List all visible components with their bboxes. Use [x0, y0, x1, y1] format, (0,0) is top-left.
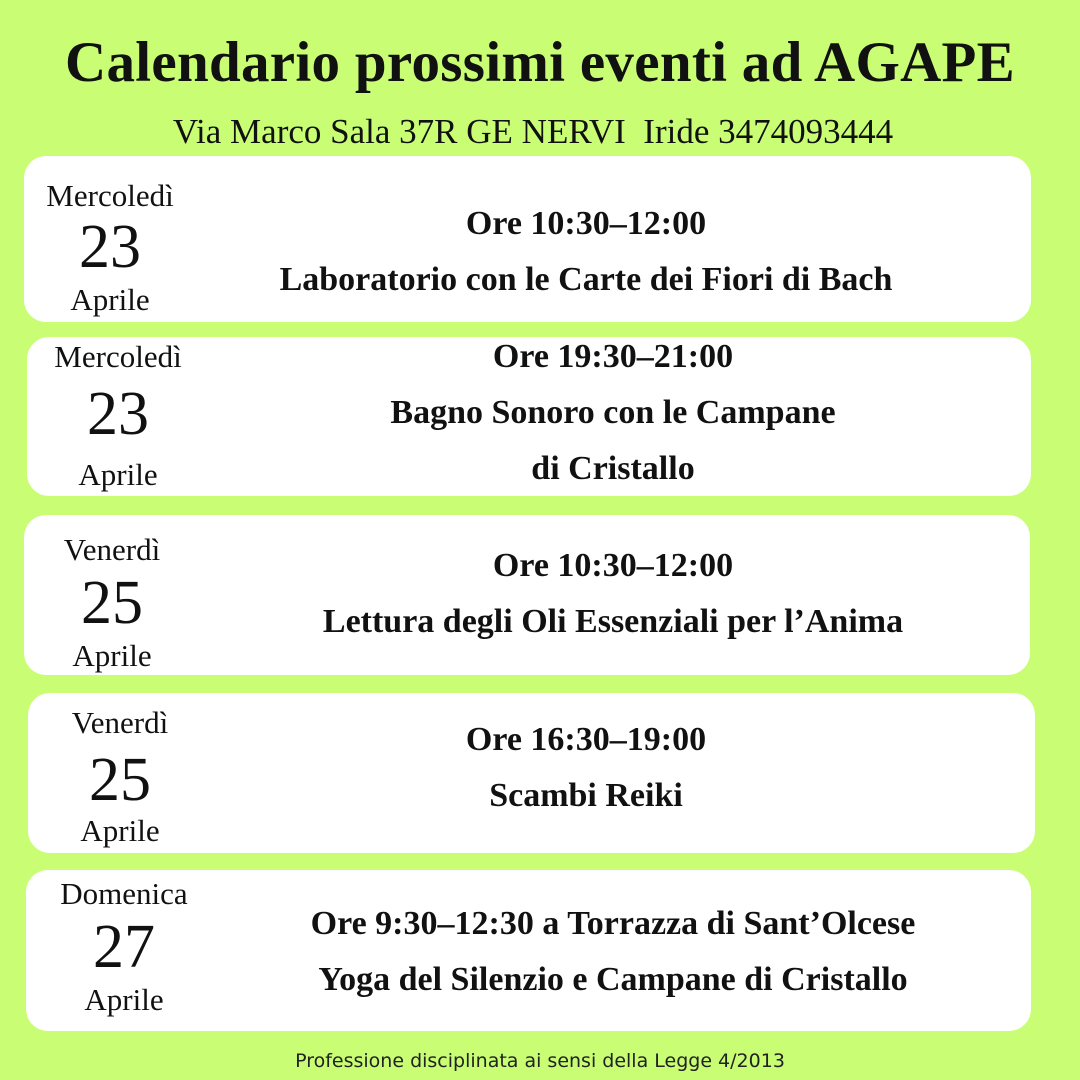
event-info-1 [200, 196, 972, 308]
event-month: Aprile [84, 982, 164, 1017]
event-time: Ore 16:30–19:00 [465, 721, 707, 758]
event-description: Scambi Reiki [489, 777, 683, 814]
event-info-2 [230, 329, 996, 497]
event-description-line2: di Cristallo [531, 450, 695, 487]
event-date-5 [34, 876, 214, 1026]
event-time: Ore 10:30–12:00 [492, 547, 734, 584]
event-description: Lettura degli Oli Essenziali per l’Anima [322, 603, 904, 640]
event-day: 23 [79, 213, 141, 281]
event-time: Ore 9:30–12:30 a Torrazza di Sant’Olcese [310, 905, 916, 942]
event-date-4 [30, 705, 210, 850]
event-month: Aprile [78, 457, 158, 492]
event-info-4 [200, 712, 972, 824]
event-weekday: Venerdì [63, 532, 161, 567]
event-description: Laboratorio con le Carte dei Fiori di Bach [279, 261, 893, 298]
event-weekday: Mercoledì [46, 178, 174, 213]
event-info-3 [230, 538, 996, 650]
event-day: 25 [81, 569, 143, 637]
event-month: Aprile [80, 813, 160, 848]
event-day: 27 [93, 913, 155, 981]
address-phone-subtitle: Via Marco Sala 37R GE NERVI Iride 3474093444 [172, 112, 894, 151]
event-description: Yoga del Silenzio e Campane di Cristallo [318, 961, 908, 998]
event-time: Ore 19:30–21:00 [492, 338, 734, 375]
event-date-3 [22, 532, 202, 672]
event-weekday: Domenica [60, 876, 188, 911]
event-date-1 [20, 178, 200, 318]
event-day: 23 [87, 380, 149, 448]
event-month: Aprile [72, 638, 152, 673]
event-day: 25 [89, 746, 151, 814]
event-date-2 [28, 339, 208, 492]
legal-footer: Professione disciplinata ai sensi della Legge 4/2013 [295, 1050, 785, 1072]
event-weekday: Venerdì [71, 705, 169, 740]
event-month: Aprile [70, 282, 150, 317]
event-time: Ore 10:30–12:00 [465, 205, 707, 242]
event-weekday: Mercoledì [54, 339, 182, 374]
event-info-5 [228, 896, 998, 1008]
page-title: Calendario prossimi eventi ad AGAPE [65, 31, 1015, 94]
event-description-line1: Bagno Sonoro con le Campane [390, 394, 836, 431]
